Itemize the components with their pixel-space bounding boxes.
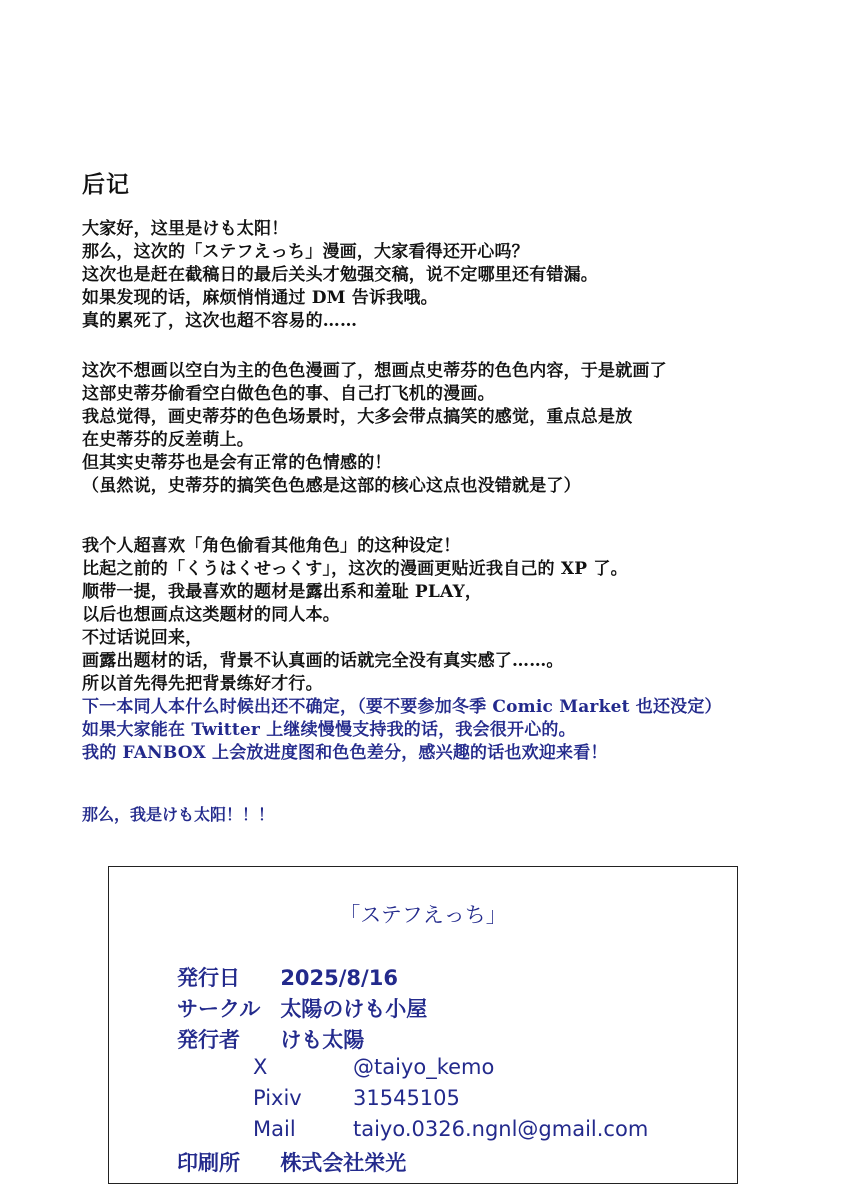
colophon-printer-value: 株式会社栄光 <box>280 1151 407 1175</box>
colophon-x-label: X <box>253 1055 268 1079</box>
colophon-mail-address: taiyo.0326.ngnl@gmail.com <box>353 1117 649 1141</box>
colophon-x-handle: @taiyo_kemo <box>353 1055 495 1079</box>
text-line: （虽然说，史蒂芬的搞笑色色感是这部的核心这点也没错就是了） <box>82 476 581 496</box>
colophon-date-label: 発行日 <box>177 966 240 990</box>
text-line: 所以首先得先把背景练好才行。 <box>82 674 323 694</box>
afterword-paragraph-2 <box>82 360 822 498</box>
text-line: 我个人超喜欢「角色偷看其他角色」的这种设定！ <box>82 536 461 556</box>
text-line: 不过话说回来， <box>82 628 203 648</box>
colophon-printer-row <box>177 1147 406 1177</box>
colophon-circle-label: サークル <box>177 997 261 1021</box>
colophon-printer-label: 印刷所 <box>177 1151 240 1175</box>
text-line: 比起之前的「くうはくせっくす」，这次的漫画更贴近我自己的 XP 了。 <box>82 559 628 579</box>
text-line: 这次也是赶在截稿日的最后关头才勉强交稿，说不定哪里还有错漏。 <box>82 265 598 285</box>
afterword-paragraph-1 <box>82 218 822 333</box>
colophon-book-title: 「ステフえっち」 <box>339 903 507 927</box>
colophon-pixiv-id: 31545105 <box>353 1086 460 1110</box>
text-line: 在史蒂芬的反差萌上。 <box>82 430 254 450</box>
text-line: 如果发现的话，麻烦悄悄通过 DM 告诉我哦。 <box>82 288 438 308</box>
text-line: 但其实史蒂芬也是会有正常的色情感的！ <box>82 453 392 473</box>
colophon-mail-label: Mail <box>253 1117 296 1141</box>
text-line: 那么，这次的「ステフえっち」漫画，大家看得还开心吗？ <box>82 242 529 262</box>
closing-line: 那么，我是けも太阳！！！ <box>82 805 275 824</box>
colophon-circle-row <box>177 993 427 1023</box>
text-line: 以后也想画点这类题材的同人本。 <box>82 605 340 625</box>
colophon-publisher-label: 発行者 <box>177 1028 240 1052</box>
text-line: 真的累死了，这次也超不容易的…… <box>82 311 358 331</box>
text-line: 下一本同人本什么时候出还不确定，（要不要参加冬季 Comic Market 也还没定） <box>82 697 722 717</box>
afterword-paragraph-3 <box>82 535 822 765</box>
colophon-box <box>108 866 738 1184</box>
text-line: 我的 FANBOX 上会放进度图和色色差分，感兴趣的话也欢迎来看！ <box>82 743 608 763</box>
afterword-title: 后记 <box>82 171 130 198</box>
text-line: 这次不想画以空白为主的色色漫画了，想画点史蒂芬的色色内容，于是就画了 <box>82 361 667 381</box>
text-line: 大家好，这里是けも太阳！ <box>82 219 289 239</box>
colophon-circle-value: 太陽のけも小屋 <box>280 997 428 1021</box>
colophon-date-row <box>177 962 398 992</box>
colophon-pixiv-label: Pixiv <box>253 1086 302 1110</box>
text-line: 顺带一提，我最喜欢的题材是露出系和羞耻 PLAY， <box>82 582 483 602</box>
colophon-publisher-value: けも太陽 <box>280 1028 365 1052</box>
text-line: 如果大家能在 Twitter 上继续慢慢支持我的话，我会很开心的。 <box>82 720 576 740</box>
colophon-date-value: 2025/8/16 <box>280 966 398 990</box>
colophon-publisher-row <box>177 1024 364 1054</box>
text-line: 这部史蒂芬偷看空白做色色的事、自己打飞机的漫画。 <box>82 384 495 404</box>
text-line: 画露出题材的话，背景不认真画的话就完全没有真实感了……。 <box>82 651 564 671</box>
text-line: 我总觉得，画史蒂芬的色色场景时，大多会带点搞笑的感觉，重点总是放 <box>82 407 633 427</box>
